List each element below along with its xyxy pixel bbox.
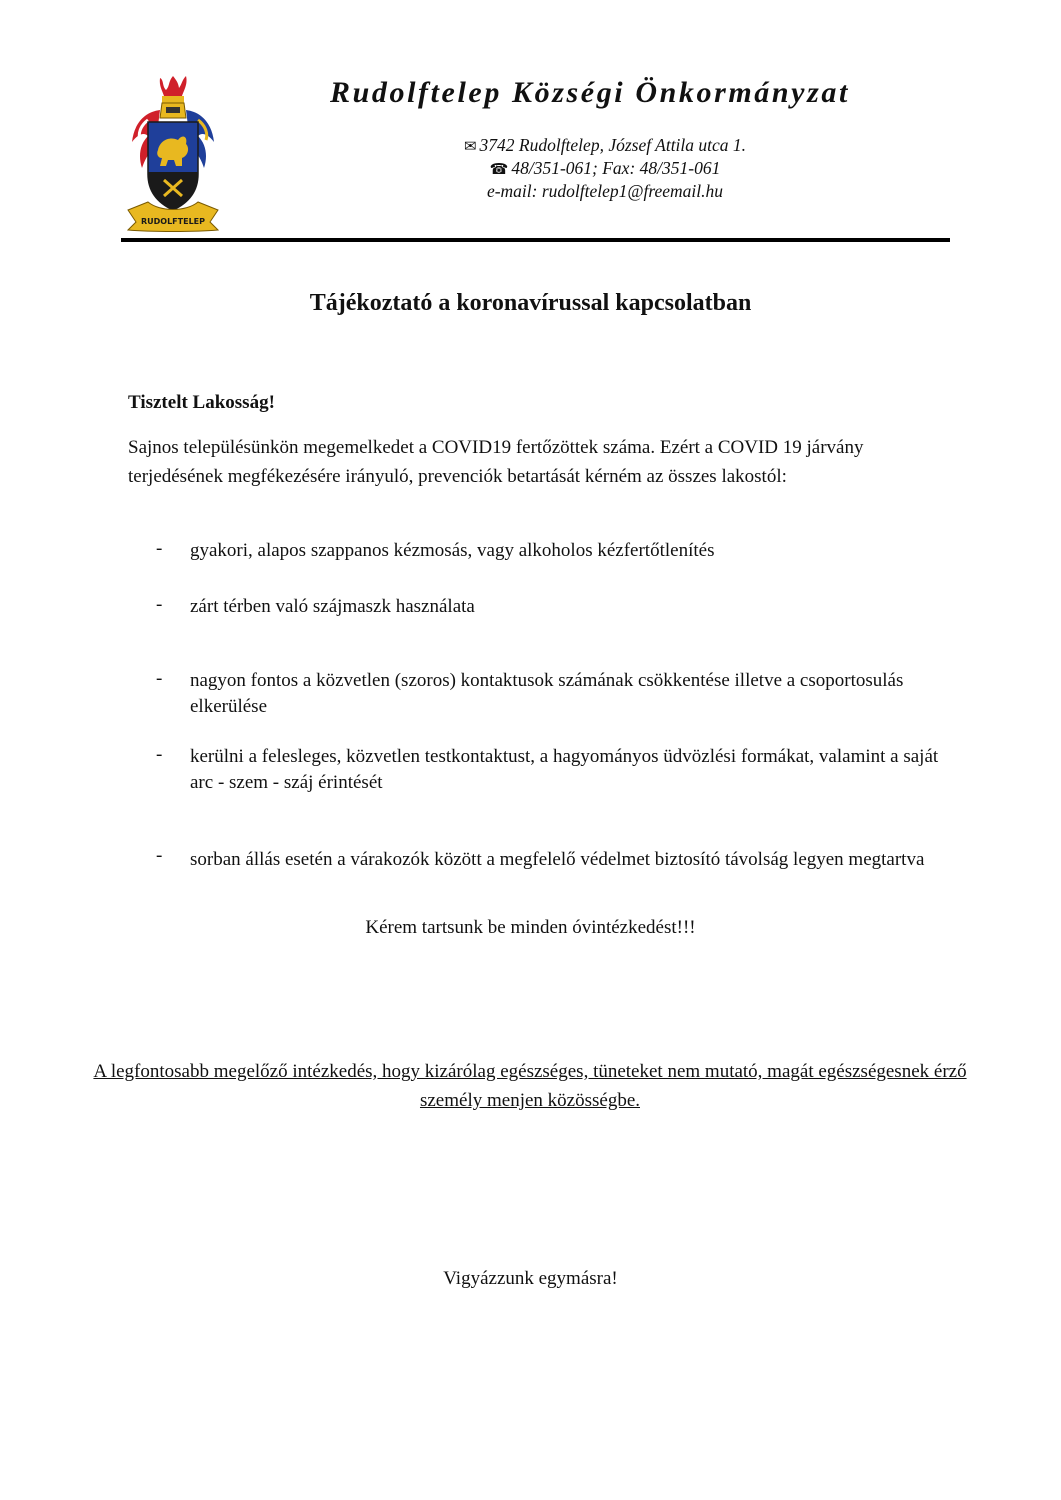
address-text: 3742 Rudolftelep, József Attila utca 1.	[479, 135, 747, 155]
bullet-item: gyakori, alapos szappanos kézmosás, vagy alkoholos kézfertőtlenítés	[190, 540, 715, 561]
bullet-dash: -	[156, 668, 163, 689]
contact-address	[330, 135, 880, 156]
appeal-line: Kérem tartsunk be minden óvintézkedést!!!	[365, 917, 696, 938]
organization-name: Rudolftelep Községi Önkormányzat	[330, 76, 850, 109]
closing-line: Vigyázzunk egymásra!	[443, 1268, 618, 1289]
bullet-dash: -	[156, 538, 163, 559]
bullet-dash: -	[156, 594, 163, 615]
bullet-item: sorban állás esetén a várakozók között a megfelelő védelmet biztosító távolság legyen megtartva	[190, 849, 925, 870]
phone-text: 48/351-061; Fax: 48/351-061	[511, 158, 721, 178]
bullet-dash: -	[156, 845, 163, 866]
envelope-icon: ✉	[463, 137, 477, 155]
crest-banner-text: RUDOLFTELEP	[140, 217, 206, 226]
document-title: Tájékoztató a koronavírussal kapcsolatban	[309, 290, 752, 316]
contact-email: e-mail: rudolftelep1@freemail.hu	[486, 181, 724, 201]
intro-paragraph: Sajnos településünkön megemelkedet a COVID19 fertőzöttek száma. Ezért a COVID 19 járvány terjedésének megfékezésére irányuló, prevenciók betartását kérném az összes lakostól:	[128, 437, 864, 487]
telephone-icon: ☎	[489, 160, 509, 178]
salutation: Tisztelt Lakosság!	[128, 392, 275, 413]
bullet-item: nagyon fontos a közvetlen (szoros) kontaktusok számának csökkentése illetve a csoportosulás elkerülése	[190, 670, 904, 717]
bullet-dash: -	[156, 744, 163, 765]
contact-phone	[330, 158, 880, 179]
key-notice: A legfontosabb megelőző intézkedés, hogy kizárólag egészséges, tüneteket nem mutató, magát egészségesnek érző személy menjen közösségbe.	[93, 1061, 967, 1111]
bullet-item: zárt térben való szájmaszk használata	[190, 596, 475, 617]
coat-of-arms-logo	[124, 72, 222, 234]
header-divider	[121, 238, 950, 242]
bullet-item: kerülni a felesleges, közvetlen testkontaktust, a hagyományos üdvözlési formákat, valamint a saját arc - szem - száj érintését	[190, 746, 939, 793]
